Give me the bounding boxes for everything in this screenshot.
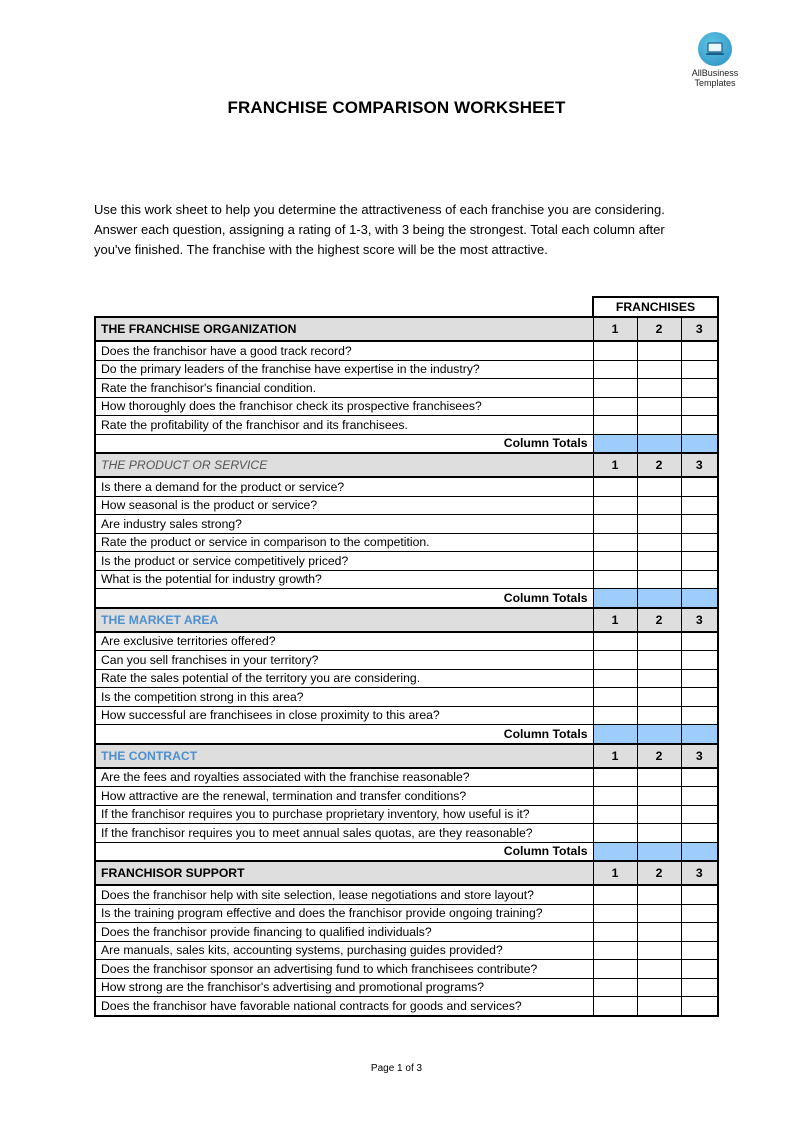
rating-cell-franchise-2[interactable] [637, 997, 681, 1016]
section-title: FRANCHISOR SUPPORT [95, 861, 593, 885]
franchises-header-row [95, 297, 718, 317]
empty-cell [95, 297, 593, 317]
question-row [95, 997, 718, 1016]
question-text: What is the potential for industry growth? [95, 570, 593, 589]
question-text: Are industry sales strong? [95, 515, 593, 534]
section-header-product [95, 453, 718, 477]
rating-cell-franchise-1[interactable] [593, 416, 637, 435]
question-row [95, 824, 718, 843]
intro-paragraph: Use this work sheet to help you determine the attractiveness of each franchise you are considering. Answer each question, assigning a rating of 1-3, with 3 being the strongest. Total each column after you've finished. The franchise with the highest score will be the most attractive. [94, 202, 665, 257]
rating-cell-franchise-1[interactable] [593, 805, 637, 824]
question-text: Is there a demand for the product or service? [95, 477, 593, 496]
question-text: Does the franchisor have favorable national contracts for goods and services? [95, 997, 593, 1016]
rating-cell-franchise-3[interactable] [681, 904, 718, 923]
rating-cell-franchise-3[interactable] [681, 397, 718, 416]
logo-line1: AllBusiness [691, 68, 739, 78]
question-row [95, 496, 718, 515]
rating-column-header: 1 [593, 861, 637, 885]
rating-cell-franchise-3[interactable] [681, 416, 718, 435]
rating-column-header: 1 [593, 608, 637, 632]
question-row [95, 533, 718, 552]
rating-column-header: 3 [681, 453, 718, 477]
rating-cell-franchise-1[interactable] [593, 341, 637, 360]
page-title: FRANCHISE COMPARISON WORKSHEET [227, 98, 566, 117]
rating-cell-franchise-1[interactable] [593, 923, 637, 942]
rating-cell-franchise-3[interactable] [681, 923, 718, 942]
logo-name [686, 68, 744, 88]
rating-cell-franchise-2[interactable] [637, 496, 681, 515]
question-text: If the franchisor requires you to meet annual sales quotas, are they reasonable? [95, 824, 593, 843]
section-header-market [95, 608, 718, 632]
rating-cell-franchise-1[interactable] [593, 960, 637, 979]
column-total-cell-1[interactable] [593, 434, 637, 453]
column-total-cell-3[interactable] [681, 589, 718, 608]
rating-cell-franchise-1[interactable] [593, 941, 637, 960]
rating-cell-franchise-2[interactable] [637, 379, 681, 398]
rating-cell-franchise-3[interactable] [681, 787, 718, 806]
rating-cell-franchise-2[interactable] [637, 533, 681, 552]
question-text: Are manuals, sales kits, accounting systems, purchasing guides provided? [95, 941, 593, 960]
section-title: THE FRANCHISE ORGANIZATION [95, 317, 593, 341]
column-total-cell-1[interactable] [593, 842, 637, 861]
question-row [95, 651, 718, 670]
question-text: How strong are the franchisor's advertising and promotional programs? [95, 978, 593, 997]
rating-cell-franchise-1[interactable] [593, 570, 637, 589]
column-totals-row [95, 842, 718, 861]
rating-cell-franchise-3[interactable] [681, 379, 718, 398]
rating-cell-franchise-2[interactable] [637, 824, 681, 843]
rating-cell-franchise-1[interactable] [593, 885, 637, 904]
rating-cell-franchise-3[interactable] [681, 688, 718, 707]
column-totals-label: Column Totals [95, 725, 593, 744]
rating-cell-franchise-3[interactable] [681, 533, 718, 552]
column-total-cell-2[interactable] [637, 725, 681, 744]
rating-cell-franchise-3[interactable] [681, 669, 718, 688]
question-row [95, 960, 718, 979]
column-total-cell-2[interactable] [637, 842, 681, 861]
rating-column-header: 1 [593, 453, 637, 477]
question-text: Is the competition strong in this area? [95, 688, 593, 707]
rating-cell-franchise-2[interactable] [637, 632, 681, 651]
column-total-cell-3[interactable] [681, 842, 718, 861]
rating-cell-franchise-2[interactable] [637, 885, 681, 904]
question-row [95, 632, 718, 651]
column-total-cell-2[interactable] [637, 589, 681, 608]
rating-cell-franchise-2[interactable] [637, 552, 681, 571]
rating-cell-franchise-1[interactable] [593, 997, 637, 1016]
rating-cell-franchise-2[interactable] [637, 570, 681, 589]
section-title: THE PRODUCT OR SERVICE [95, 453, 593, 477]
rating-cell-franchise-2[interactable] [637, 805, 681, 824]
column-total-cell-3[interactable] [681, 725, 718, 744]
rating-cell-franchise-3[interactable] [681, 651, 718, 670]
rating-cell-franchise-3[interactable] [681, 341, 718, 360]
rating-cell-franchise-1[interactable] [593, 477, 637, 496]
rating-cell-franchise-2[interactable] [637, 515, 681, 534]
rating-cell-franchise-1[interactable] [593, 360, 637, 379]
question-row [95, 805, 718, 824]
question-row [95, 552, 718, 571]
section-header-organization [95, 317, 718, 341]
question-row [95, 978, 718, 997]
company-logo [686, 32, 744, 88]
question-text: Are the fees and royalties associated with the franchise reasonable? [95, 768, 593, 787]
rating-cell-franchise-2[interactable] [637, 960, 681, 979]
rating-cell-franchise-1[interactable] [593, 706, 637, 725]
rating-cell-franchise-3[interactable] [681, 960, 718, 979]
question-row [95, 787, 718, 806]
rating-cell-franchise-3[interactable] [681, 978, 718, 997]
logo-line2: Templates [694, 78, 736, 88]
column-total-cell-2[interactable] [637, 434, 681, 453]
rating-column-header: 1 [593, 744, 637, 768]
question-text: Rate the sales potential of the territory you are considering. [95, 669, 593, 688]
rating-cell-franchise-2[interactable] [637, 360, 681, 379]
rating-cell-franchise-2[interactable] [637, 341, 681, 360]
rating-column-header: 2 [637, 744, 681, 768]
rating-cell-franchise-2[interactable] [637, 787, 681, 806]
rating-cell-franchise-1[interactable] [593, 669, 637, 688]
question-text: How seasonal is the product or service? [95, 496, 593, 515]
franchises-header: FRANCHISES [593, 297, 718, 317]
rating-cell-franchise-3[interactable] [681, 768, 718, 787]
rating-cell-franchise-2[interactable] [637, 706, 681, 725]
rating-cell-franchise-3[interactable] [681, 941, 718, 960]
rating-cell-franchise-1[interactable] [593, 552, 637, 571]
question-text: Do the primary leaders of the franchise have expertise in the industry? [95, 360, 593, 379]
rating-cell-franchise-3[interactable] [681, 632, 718, 651]
question-text: Rate the profitability of the franchisor and its franchisees. [95, 416, 593, 435]
section-title: THE MARKET AREA [95, 608, 593, 632]
rating-cell-franchise-3[interactable] [681, 360, 718, 379]
rating-cell-franchise-2[interactable] [637, 768, 681, 787]
question-text: Can you sell franchises in your territory? [95, 651, 593, 670]
rating-cell-franchise-3[interactable] [681, 706, 718, 725]
question-text: Is the product or service competitively priced? [95, 552, 593, 571]
question-row [95, 688, 718, 707]
column-totals-label: Column Totals [95, 842, 593, 861]
column-total-cell-1[interactable] [593, 589, 637, 608]
question-row [95, 923, 718, 942]
question-row [95, 706, 718, 725]
section-title: THE CONTRACT [95, 744, 593, 768]
rating-cell-franchise-2[interactable] [637, 941, 681, 960]
question-row [95, 904, 718, 923]
rating-cell-franchise-1[interactable] [593, 824, 637, 843]
question-text: Is the training program effective and does the franchisor provide ongoing training? [95, 904, 593, 923]
question-row [95, 941, 718, 960]
question-row [95, 360, 718, 379]
rating-cell-franchise-2[interactable] [637, 923, 681, 942]
question-text: Rate the franchisor's financial condition. [95, 379, 593, 398]
rating-column-header: 3 [681, 744, 718, 768]
column-totals-row [95, 589, 718, 608]
question-row [95, 416, 718, 435]
rating-column-header: 3 [681, 861, 718, 885]
column-total-cell-3[interactable] [681, 434, 718, 453]
rating-column-header: 1 [593, 317, 637, 341]
rating-cell-franchise-3[interactable] [681, 477, 718, 496]
question-row [95, 768, 718, 787]
rating-column-header: 2 [637, 608, 681, 632]
rating-cell-franchise-1[interactable] [593, 515, 637, 534]
question-row [95, 379, 718, 398]
question-text: Does the franchisor provide financing to qualified individuals? [95, 923, 593, 942]
rating-cell-franchise-3[interactable] [681, 552, 718, 571]
rating-cell-franchise-1[interactable] [593, 397, 637, 416]
column-total-cell-1[interactable] [593, 725, 637, 744]
rating-cell-franchise-1[interactable] [593, 379, 637, 398]
question-row [95, 397, 718, 416]
laptop-icon [698, 32, 732, 66]
rating-cell-franchise-2[interactable] [637, 397, 681, 416]
rating-cell-franchise-2[interactable] [637, 651, 681, 670]
rating-cell-franchise-1[interactable] [593, 978, 637, 997]
rating-cell-franchise-1[interactable] [593, 768, 637, 787]
rating-cell-franchise-1[interactable] [593, 787, 637, 806]
question-row [95, 341, 718, 360]
column-totals-label: Column Totals [95, 434, 593, 453]
rating-cell-franchise-2[interactable] [637, 688, 681, 707]
question-row [95, 885, 718, 904]
question-row [95, 515, 718, 534]
rating-cell-franchise-3[interactable] [681, 885, 718, 904]
rating-column-header: 2 [637, 317, 681, 341]
rating-cell-franchise-1[interactable] [593, 688, 637, 707]
worksheet-table [94, 296, 719, 1017]
rating-column-header: 3 [681, 317, 718, 341]
rating-column-header: 3 [681, 608, 718, 632]
question-row [95, 477, 718, 496]
rating-cell-franchise-3[interactable] [681, 515, 718, 534]
rating-cell-franchise-2[interactable] [637, 416, 681, 435]
rating-cell-franchise-1[interactable] [593, 496, 637, 515]
rating-cell-franchise-1[interactable] [593, 632, 637, 651]
rating-cell-franchise-2[interactable] [637, 904, 681, 923]
question-text: Rate the product or service in comparison to the competition. [95, 533, 593, 552]
rating-column-header: 2 [637, 453, 681, 477]
rating-cell-franchise-2[interactable] [637, 477, 681, 496]
column-totals-label: Column Totals [95, 589, 593, 608]
rating-cell-franchise-3[interactable] [681, 570, 718, 589]
question-text: Does the franchisor help with site selection, lease negotiations and store layout? [95, 885, 593, 904]
rating-cell-franchise-1[interactable] [593, 904, 637, 923]
question-text: Does the franchisor sponsor an advertising fund to which franchisees contribute? [95, 960, 593, 979]
question-row [95, 570, 718, 589]
rating-cell-franchise-2[interactable] [637, 978, 681, 997]
rating-cell-franchise-3[interactable] [681, 824, 718, 843]
section-header-support [95, 861, 718, 885]
column-totals-row [95, 725, 718, 744]
question-text: How thoroughly does the franchisor check its prospective franchisees? [95, 397, 593, 416]
rating-column-header: 2 [637, 861, 681, 885]
page-number: Page 1 of 3 [370, 1063, 423, 1074]
rating-cell-franchise-2[interactable] [637, 669, 681, 688]
rating-cell-franchise-1[interactable] [593, 651, 637, 670]
rating-cell-franchise-3[interactable] [681, 496, 718, 515]
question-text: How attractive are the renewal, termination and transfer conditions? [95, 787, 593, 806]
question-text: If the franchisor requires you to purchase proprietary inventory, how useful is it? [95, 805, 593, 824]
question-text: Are exclusive territories offered? [95, 632, 593, 651]
section-header-contract [95, 744, 718, 768]
question-text: How successful are franchisees in close proximity to this area? [95, 706, 593, 725]
column-totals-row [95, 434, 718, 453]
question-row [95, 669, 718, 688]
question-text: Does the franchisor have a good track record? [95, 341, 593, 360]
rating-cell-franchise-3[interactable] [681, 997, 718, 1016]
rating-cell-franchise-3[interactable] [681, 805, 718, 824]
rating-cell-franchise-1[interactable] [593, 533, 637, 552]
